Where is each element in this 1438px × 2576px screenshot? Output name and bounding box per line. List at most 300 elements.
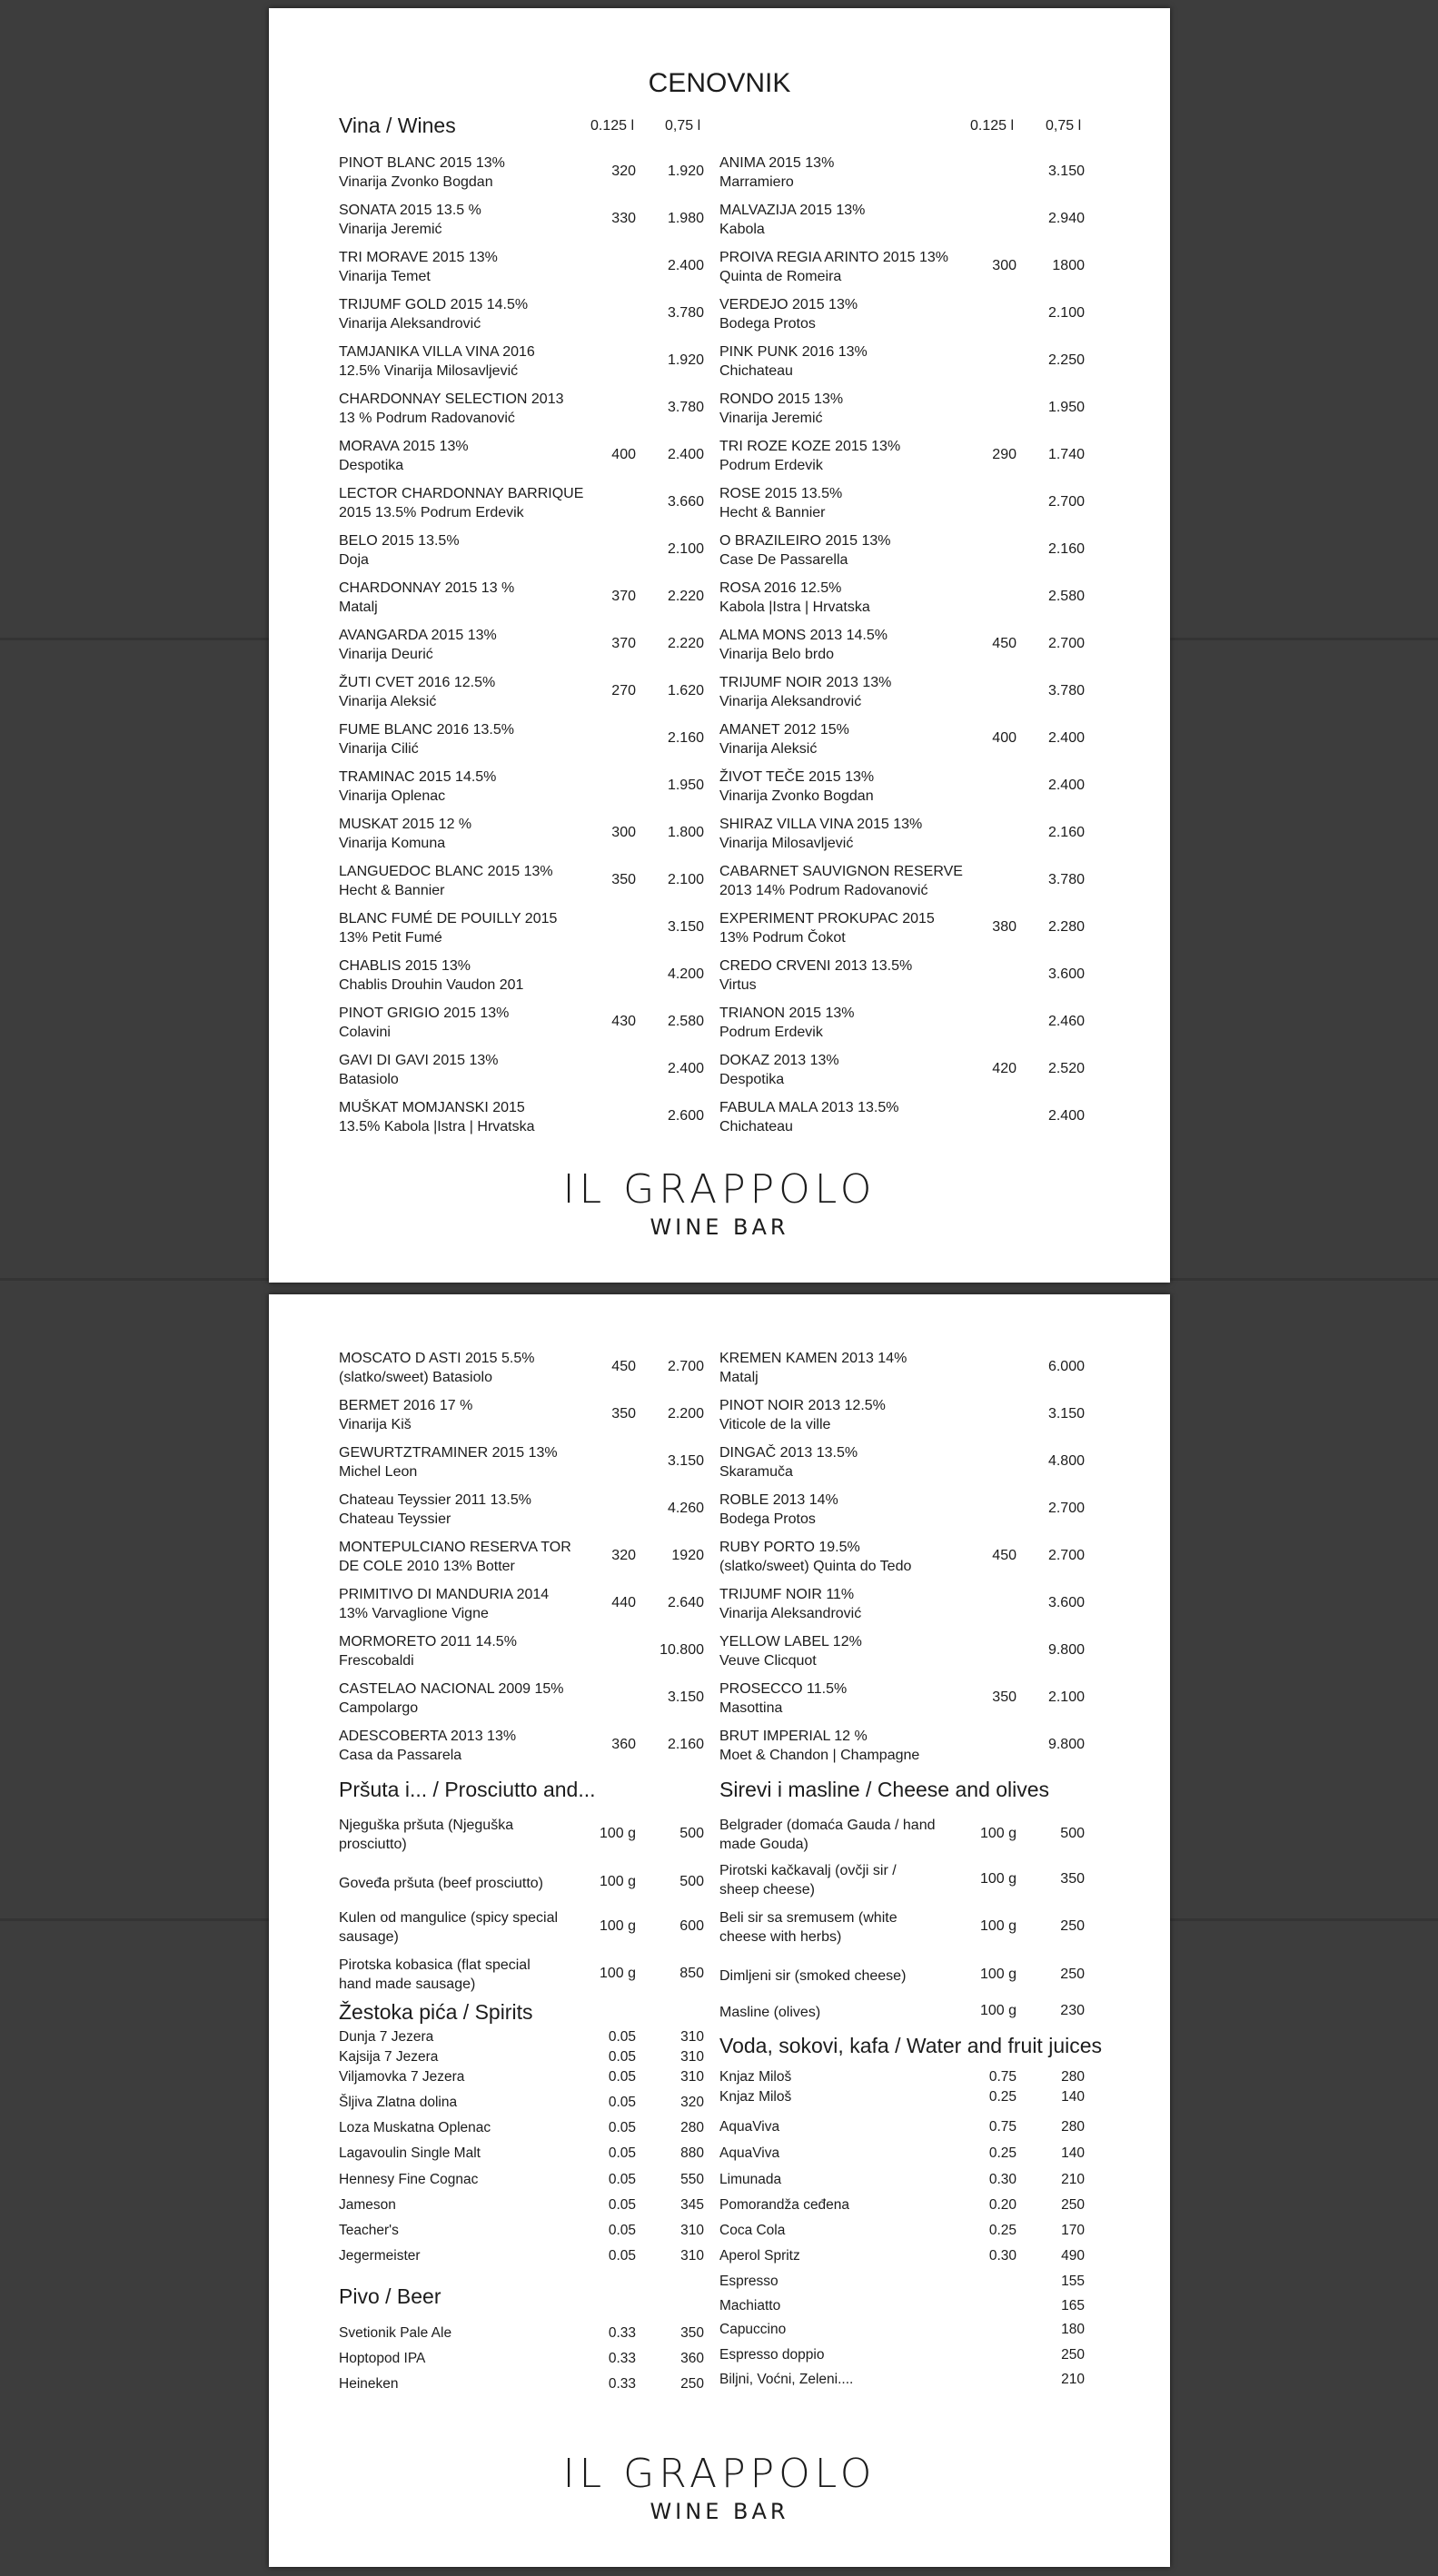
glass-price: 300	[611, 825, 636, 840]
bottle-price: 1.800	[667, 825, 704, 840]
wine-name: TRIJUMF NOIR 11%	[719, 1587, 855, 1602]
glass-price: 400	[611, 447, 636, 462]
glass-price: 370	[611, 589, 636, 604]
food-name-cont: sausage)	[339, 1929, 399, 1945]
quantity: 0.25	[988, 2089, 1017, 2105]
wine-name: MORMORETO 2011 14.5%	[339, 1634, 517, 1650]
item-name: Coca Cola	[719, 2223, 786, 2238]
quantity: 0.05	[608, 2197, 636, 2213]
wine-producer: Vinarija Deurić	[339, 647, 433, 662]
wine-producer: Vinarija Jeremić	[339, 222, 442, 237]
bottle-price: 4.200	[667, 966, 704, 982]
item-name: Espresso doppio	[719, 2347, 825, 2363]
wine-name: CHARDONNAY SELECTION 2013	[339, 391, 564, 407]
wine-name: ŽIVOT TEČE 2015 13%	[719, 769, 875, 785]
quantity: 0.75	[988, 2119, 1017, 2135]
wine-name: ROBLE 2013 14%	[719, 1492, 838, 1508]
wine-producer: Chichateau	[719, 363, 793, 379]
section-title-drinks: Voda, sokovi, kafa / Water and fruit juices	[719, 2034, 1103, 2057]
quantity: 0.25	[988, 2223, 1017, 2238]
bottle-price: 2.200	[667, 1406, 704, 1422]
bottle-price: 2.160	[1047, 541, 1085, 557]
bottle-price: 1920	[671, 1548, 704, 1563]
bottle-price: 3.780	[1047, 872, 1085, 887]
quantity: 0.05	[608, 2029, 636, 2045]
glass-price: 300	[992, 258, 1017, 273]
wine-producer: Vinarija Cilić	[339, 741, 419, 757]
wine-producer: Kabola |Istra | Hrvatska	[719, 599, 870, 615]
wine-name: BELO 2015 13.5%	[339, 533, 460, 549]
wine-name: MALVAZIJA 2015 13%	[719, 203, 866, 218]
price: 280	[1061, 2069, 1085, 2085]
wine-name: FUME BLANC 2016 13.5%	[339, 722, 514, 738]
wine-producer: Michel Leon	[339, 1464, 418, 1480]
food-name-cont: prosciutto)	[339, 1837, 407, 1852]
price: 310	[680, 2223, 704, 2238]
item-name: Dunja 7 Jezera	[339, 2029, 434, 2045]
wine-name: TRAMINAC 2015 14.5%	[339, 769, 497, 785]
wine-name: PINK PUNK 2016 13%	[719, 344, 868, 360]
wine-name: DOKAZ 2013 13%	[719, 1053, 839, 1068]
glass-price: 430	[611, 1014, 636, 1029]
wine-name: TAMJANIKA VILLA VINA 2016	[339, 344, 535, 360]
wine-producer: Vinarija Aleksić	[339, 694, 437, 709]
item-name: Aperol Spritz	[719, 2248, 800, 2264]
wine-producer: Vinarija Aleksandrović	[719, 694, 862, 709]
wine-name: O BRAZILEIRO 2015 13%	[719, 533, 891, 549]
price: 500	[679, 1874, 704, 1889]
wine-producer: Vinarija Jeremić	[719, 411, 823, 426]
item-name: Jameson	[339, 2197, 396, 2213]
item-name: Knjaz Miloš	[719, 2089, 792, 2105]
item-name: Hennesy Fine Cognac	[339, 2172, 479, 2187]
bottle-price: 3.150	[1047, 1406, 1085, 1422]
item-name: Machiatto	[719, 2298, 781, 2313]
food-name: Goveđa pršuta (beef prosciutto)	[339, 1876, 544, 1891]
bottle-price: 2.160	[667, 730, 704, 746]
wine-name: TRIJUMF GOLD 2015 14.5%	[339, 297, 529, 312]
column-header-glass: 0.125 l	[970, 118, 1015, 134]
wine-producer: Moet & Chandon | Champagne	[719, 1748, 920, 1763]
quantity: 100 g	[979, 1918, 1017, 1934]
wine-producer: Bodega Protos	[719, 1511, 816, 1527]
wine-producer: Vinarija Temet	[339, 269, 431, 284]
wine-name: ŽUTI CVET 2016 12.5%	[339, 675, 496, 690]
bottle-price: 3.150	[667, 919, 704, 935]
price: 350	[1060, 1871, 1085, 1887]
bottle-price: 2.400	[667, 1061, 704, 1076]
wine-producer: Casa da Passarela	[339, 1748, 462, 1763]
quantity: 0.30	[988, 2172, 1017, 2187]
quantity: 100 g	[979, 2003, 1017, 2018]
wine-name: Chateau Teyssier 2011 13.5%	[339, 1492, 531, 1508]
wine-producer: Marramiero	[719, 174, 794, 190]
price: 360	[680, 2351, 704, 2366]
wine-name: EXPERIMENT PROKUPAC 2015	[719, 911, 935, 926]
glass-price: 350	[611, 1406, 636, 1422]
wine-producer: Vinarija Zvonko Bogdan	[719, 788, 874, 804]
wine-name: MOSCATO D ASTI 2015 5.5%	[339, 1351, 535, 1366]
bottle-price: 1.920	[667, 163, 704, 179]
quantity: 0.05	[608, 2172, 636, 2187]
logo-text-main: IL GRAPPOLO	[562, 1166, 877, 1213]
wine-producer: 12.5% Vinarija Milosavljević	[339, 363, 519, 379]
quantity: 100 g	[979, 1826, 1017, 1841]
bottle-price: 2.400	[1047, 1108, 1085, 1124]
bottle-price: 2.250	[1047, 352, 1085, 368]
wine-name: RONDO 2015 13%	[719, 391, 844, 407]
item-name: Capuccino	[719, 2322, 787, 2337]
wine-name: TRIJUMF NOIR 2013 13%	[719, 675, 892, 690]
wine-producer: Chateau Teyssier	[339, 1511, 451, 1527]
wine-name: PROSECCO 11.5%	[719, 1681, 848, 1697]
section-title-spirits: Žestoka pića / Spirits	[339, 2000, 533, 2024]
bottle-price: 2.220	[667, 636, 704, 651]
quantity: 0.05	[608, 2145, 636, 2161]
wine-producer: Hecht & Bannier	[339, 883, 445, 898]
price: 850	[679, 1966, 704, 1981]
food-name: Dimljeni sir (smoked cheese)	[719, 1968, 907, 1984]
glass-price: 350	[611, 872, 636, 887]
page-title: CENOVNIK	[648, 68, 791, 98]
price: 250	[1060, 1967, 1085, 1982]
wine-name: PINOT GRIGIO 2015 13%	[339, 1006, 510, 1021]
bottle-price: 2.280	[1047, 919, 1085, 935]
price: 310	[680, 2069, 704, 2085]
price: 350	[680, 2325, 704, 2341]
wine-name: LANGUEDOC BLANC 2015 13%	[339, 864, 553, 879]
price: 880	[680, 2145, 704, 2161]
food-name: Pirotski kačkavalj (ovčji sir /	[719, 1863, 897, 1878]
price: 250	[1061, 2197, 1085, 2213]
wine-name: RUBY PORTO 19.5%	[719, 1540, 860, 1555]
quantity: 100 g	[599, 1966, 636, 1981]
bottle-price: 2.520	[1047, 1061, 1085, 1076]
wine-producer: Despotika	[339, 458, 404, 473]
price: 320	[680, 2095, 704, 2110]
wine-producer: Doja	[339, 552, 369, 568]
bottle-price: 2.400	[1047, 778, 1085, 793]
food-name: Belgrader (domaća Gauda / hand	[719, 1818, 936, 1833]
wine-producer: Vinarija Aleksić	[719, 741, 818, 757]
glass-price: 370	[611, 636, 636, 651]
quantity: 0.33	[608, 2376, 636, 2392]
wine-name: ALMA MONS 2013 14.5%	[719, 628, 888, 643]
price: 500	[1060, 1826, 1085, 1841]
logo-text-sub: WINE BAR	[650, 1214, 789, 1240]
bottle-price: 3.150	[667, 1453, 704, 1469]
wine-producer: 13.5% Kabola |Istra | Hrvatska	[339, 1119, 535, 1134]
quantity: 0.05	[608, 2069, 636, 2085]
menu-page-1	[269, 8, 1170, 1283]
wine-name: KREMEN KAMEN 2013 14%	[719, 1351, 907, 1366]
item-name: Hoptopod IPA	[339, 2351, 426, 2366]
wine-producer: Vinarija Aleksandrović	[339, 316, 481, 332]
bottle-price: 1.980	[667, 211, 704, 226]
wine-name: MONTEPULCIANO RESERVA TOR	[339, 1540, 571, 1555]
bottle-price: 2.700	[667, 1359, 704, 1374]
food-name-cont: sheep cheese)	[719, 1882, 815, 1897]
brand-logo	[269, 2451, 1170, 2524]
wine-name: ANIMA 2015 13%	[719, 155, 835, 171]
price: 310	[680, 2248, 704, 2264]
bottle-price: 1.950	[1047, 400, 1085, 415]
wine-producer: Masottina	[719, 1700, 783, 1716]
bottle-price: 3.150	[1047, 163, 1085, 179]
wine-name: CREDO CRVENI 2013 13.5%	[719, 958, 913, 974]
wine-name: CHARDONNAY 2015 13 %	[339, 580, 515, 596]
item-name: Heineken	[339, 2376, 399, 2392]
wine-name: CHABLIS 2015 13%	[339, 958, 471, 974]
glass-price: 270	[611, 683, 636, 698]
quantity: 0.75	[988, 2069, 1017, 2085]
price: 310	[680, 2049, 704, 2065]
glass-price: 330	[611, 211, 636, 226]
price: 165	[1061, 2298, 1085, 2313]
quantity: 0.05	[608, 2223, 636, 2238]
glass-price: 420	[992, 1061, 1017, 1076]
wine-name: MUŠKAT MOMJANSKI 2015	[339, 1100, 525, 1115]
glass-price: 380	[992, 919, 1017, 935]
bottle-price: 2.160	[667, 1737, 704, 1752]
price: 155	[1061, 2274, 1085, 2289]
bottle-price: 3.600	[1047, 1595, 1085, 1610]
section-title-prosciutto: Pršuta i... / Prosciutto and...	[339, 1778, 596, 1801]
price: 140	[1061, 2089, 1085, 2105]
wine-name: AVANGARDA 2015 13%	[339, 628, 497, 643]
wine-name: GAVI DI GAVI 2015 13%	[339, 1053, 499, 1068]
wine-name: LECTOR CHARDONNAY BARRIQUE	[339, 486, 584, 501]
quantity: 0.05	[608, 2049, 636, 2065]
item-name: Lagavoulin Single Malt	[339, 2145, 481, 2161]
quantity: 0.25	[988, 2145, 1017, 2161]
section-title-wines: Vina / Wines	[339, 114, 456, 137]
wine-producer: Matalj	[719, 1370, 759, 1385]
bottle-price: 2.400	[1047, 730, 1085, 746]
glass-price: 320	[611, 1548, 636, 1563]
bottle-price: 2.400	[667, 258, 704, 273]
quantity: 0.30	[988, 2248, 1017, 2264]
wine-producer: 13 % Podrum Radovanović	[339, 411, 515, 426]
wine-producer: Frescobaldi	[339, 1653, 414, 1669]
item-name: Kajsija 7 Jezera	[339, 2049, 439, 2065]
wine-producer: Viticole de la ville	[719, 1417, 831, 1432]
column-header-bottle: 0,75 l	[665, 118, 701, 134]
wine-name: SHIRAZ VILLA VINA 2015 13%	[719, 817, 923, 832]
item-name: Teacher's	[339, 2223, 399, 2238]
price: 345	[680, 2197, 704, 2213]
wine-producer: Vinarija Belo brdo	[719, 647, 835, 662]
glass-price: 320	[611, 163, 636, 179]
logo-text-main: IL GRAPPOLO	[562, 2451, 877, 2497]
wine-producer: Podrum Erdevik	[719, 458, 823, 473]
quantity: 100 g	[599, 1918, 636, 1934]
wine-name: PINOT NOIR 2013 12.5%	[719, 1398, 886, 1413]
bottle-price: 1.950	[667, 778, 704, 793]
food-name: Njeguška pršuta (Njeguška	[339, 1818, 514, 1833]
price: 170	[1061, 2223, 1085, 2238]
wine-producer: Vinarija Zvonko Bogdan	[339, 174, 493, 190]
wine-name: YELLOW LABEL 12%	[719, 1634, 862, 1650]
menu-page-2	[269, 1294, 1170, 2567]
wine-producer: Colavini	[339, 1025, 391, 1040]
quantity: 0.20	[988, 2197, 1017, 2213]
item-name: AquaViva	[719, 2145, 780, 2161]
quantity: 100 g	[979, 1967, 1017, 1982]
wine-name: PRIMITIVO DI MANDURIA 2014	[339, 1587, 550, 1602]
bottle-price: 2.100	[667, 872, 704, 887]
section-title-beer: Pivo / Beer	[339, 2284, 441, 2308]
price: 280	[680, 2120, 704, 2135]
quantity: 0.05	[608, 2120, 636, 2135]
wine-name: ROSA 2016 12.5%	[719, 580, 842, 596]
item-name: Knjaz Miloš	[719, 2069, 792, 2085]
wine-producer: Vinarija Komuna	[339, 836, 446, 851]
wine-name: MUSKAT 2015 12 %	[339, 817, 472, 832]
wine-name: PROIVA REGIA ARINTO 2015 13%	[719, 250, 948, 265]
price: 140	[1061, 2145, 1085, 2161]
price: 210	[1061, 2372, 1085, 2387]
wine-producer: Vinarija Oplenac	[339, 788, 446, 804]
wine-producer: Podrum Erdevik	[719, 1025, 823, 1040]
section-title-cheese: Sirevi i masline / Cheese and olives	[719, 1778, 1050, 1801]
price: 210	[1061, 2172, 1085, 2187]
bottle-price: 2.400	[667, 447, 704, 462]
wine-name: AMANET 2012 15%	[719, 722, 849, 738]
wine-name: BRUT IMPERIAL 12 %	[719, 1729, 868, 1744]
item-name: Espresso	[719, 2274, 779, 2289]
wine-name: GEWURTZTRAMINER 2015 13%	[339, 1445, 558, 1461]
wine-producer: Chablis Drouhin Vaudon 201	[339, 977, 524, 993]
glass-price: 450	[992, 636, 1017, 651]
column-header-glass: 0.125 l	[590, 118, 635, 134]
wine-name: CASTELAO NACIONAL 2009 15%	[339, 1681, 564, 1697]
bottle-price: 1.740	[1047, 447, 1085, 462]
wine-name: DINGAČ 2013 13.5%	[719, 1445, 858, 1461]
wine-producer: Despotika	[719, 1072, 785, 1087]
wine-producer: Bodega Protos	[719, 316, 816, 332]
wine-name: ROSE 2015 13.5%	[719, 486, 843, 501]
bottle-price: 3.780	[667, 305, 704, 321]
bottle-price: 10.800	[659, 1642, 704, 1658]
bottle-price: 2.160	[1047, 825, 1085, 840]
wine-producer: Skaramuča	[719, 1464, 793, 1480]
wine-producer: Virtus	[719, 977, 757, 993]
food-name-cont: cheese with herbs)	[719, 1929, 842, 1945]
bottle-price: 2.220	[667, 589, 704, 604]
bottle-price: 1.920	[667, 352, 704, 368]
wine-producer: Batasiolo	[339, 1072, 399, 1087]
bottle-price: 2.600	[667, 1108, 704, 1124]
glass-price: 360	[611, 1737, 636, 1752]
glass-price: 450	[611, 1359, 636, 1374]
food-name: Kulen od mangulice (spicy special	[339, 1910, 559, 1926]
quantity: 100 g	[599, 1826, 636, 1841]
bottle-price: 3.780	[667, 400, 704, 415]
quantity: 0.33	[608, 2325, 636, 2341]
item-name: Biljni, Voćni, Zeleni....	[719, 2372, 854, 2387]
bottle-price: 2.700	[1047, 1501, 1085, 1516]
bottle-price: 2.640	[667, 1595, 704, 1610]
wine-producer: (slatko/sweet) Batasiolo	[339, 1370, 492, 1385]
bottle-price: 3.600	[1047, 966, 1085, 982]
bottle-price: 2.700	[1047, 494, 1085, 510]
item-name: Šljiva Zlatna dolina	[339, 2095, 458, 2110]
price: 490	[1061, 2248, 1085, 2264]
item-name: Limunada	[719, 2172, 782, 2187]
wine-producer: DE COLE 2010 13% Botter	[339, 1559, 515, 1574]
item-name: Svetionik Pale Ale	[339, 2325, 452, 2341]
glass-price: 400	[992, 730, 1017, 746]
wine-producer: Hecht & Bannier	[719, 505, 826, 520]
wine-name: TRI ROZE KOZE 2015 13%	[719, 439, 901, 454]
price: 230	[1060, 2003, 1085, 2018]
wine-name: BERMET 2016 17 %	[339, 1398, 473, 1413]
item-name: Jegermeister	[339, 2248, 421, 2264]
quantity: 0.33	[608, 2351, 636, 2366]
wine-producer: 2013 14% Podrum Radovanović	[719, 883, 928, 898]
bottle-price: 1.620	[667, 683, 704, 698]
brand-logo	[269, 1166, 1170, 1240]
wine-producer: (slatko/sweet) Quinta do Tedo	[719, 1559, 912, 1574]
wine-name: BLANC FUMÉ DE POUILLY 2015	[339, 911, 558, 926]
quantity: 100 g	[979, 1871, 1017, 1887]
bottle-price: 2.580	[1047, 589, 1085, 604]
quantity: 0.05	[608, 2095, 636, 2110]
wine-producer: Vinarija Kiš	[339, 1417, 412, 1432]
quantity: 0.05	[608, 2248, 636, 2264]
bottle-price: 2.460	[1047, 1014, 1085, 1029]
bottle-price: 3.150	[667, 1689, 704, 1705]
item-name: AquaViva	[719, 2119, 780, 2135]
price: 250	[1060, 1918, 1085, 1934]
bottle-price: 6.000	[1047, 1359, 1085, 1374]
price: 310	[680, 2029, 704, 2045]
wine-producer: Campolargo	[339, 1700, 419, 1716]
wine-producer: 13% Podrum Čokot	[719, 930, 846, 946]
wine-producer: Vinarija Milosavljević	[719, 836, 854, 851]
price: 250	[1061, 2347, 1085, 2363]
price: 180	[1061, 2322, 1085, 2337]
wine-producer: 2015 13.5% Podrum Erdevik	[339, 505, 524, 520]
bottle-price: 1800	[1052, 258, 1085, 273]
bottle-price: 2.700	[1047, 636, 1085, 651]
wine-name: MORAVA 2015 13%	[339, 439, 469, 454]
wine-name: ADESCOBERTA 2013 13%	[339, 1729, 517, 1744]
wine-producer: Vinarija Aleksandrović	[719, 1606, 862, 1621]
price: 550	[680, 2172, 704, 2187]
price: 250	[680, 2376, 704, 2392]
wine-producer: Veuve Clicquot	[719, 1653, 817, 1669]
wine-producer: 13% Varvaglione Vigne	[339, 1606, 489, 1621]
bottle-price: 2.940	[1047, 211, 1085, 226]
bottle-price: 2.100	[667, 541, 704, 557]
wine-name: SONATA 2015 13.5 %	[339, 203, 481, 218]
wine-producer: Quinta de Romeira	[719, 269, 842, 284]
bottle-price: 9.800	[1047, 1737, 1085, 1752]
wine-producer: Kabola	[719, 222, 765, 237]
bottle-price: 9.800	[1047, 1642, 1085, 1658]
bottle-price: 4.260	[667, 1501, 704, 1516]
wine-producer: Case De Passarella	[719, 552, 848, 568]
glass-price: 290	[992, 447, 1017, 462]
wine-name: FABULA MALA 2013 13.5%	[719, 1100, 899, 1115]
price: 280	[1061, 2119, 1085, 2135]
bottle-price: 2.580	[667, 1014, 704, 1029]
wine-name: PINOT BLANC 2015 13%	[339, 155, 505, 171]
food-name: Pirotska kobasica (flat special	[339, 1957, 531, 1973]
wine-name: TRIANON 2015 13%	[719, 1006, 855, 1021]
